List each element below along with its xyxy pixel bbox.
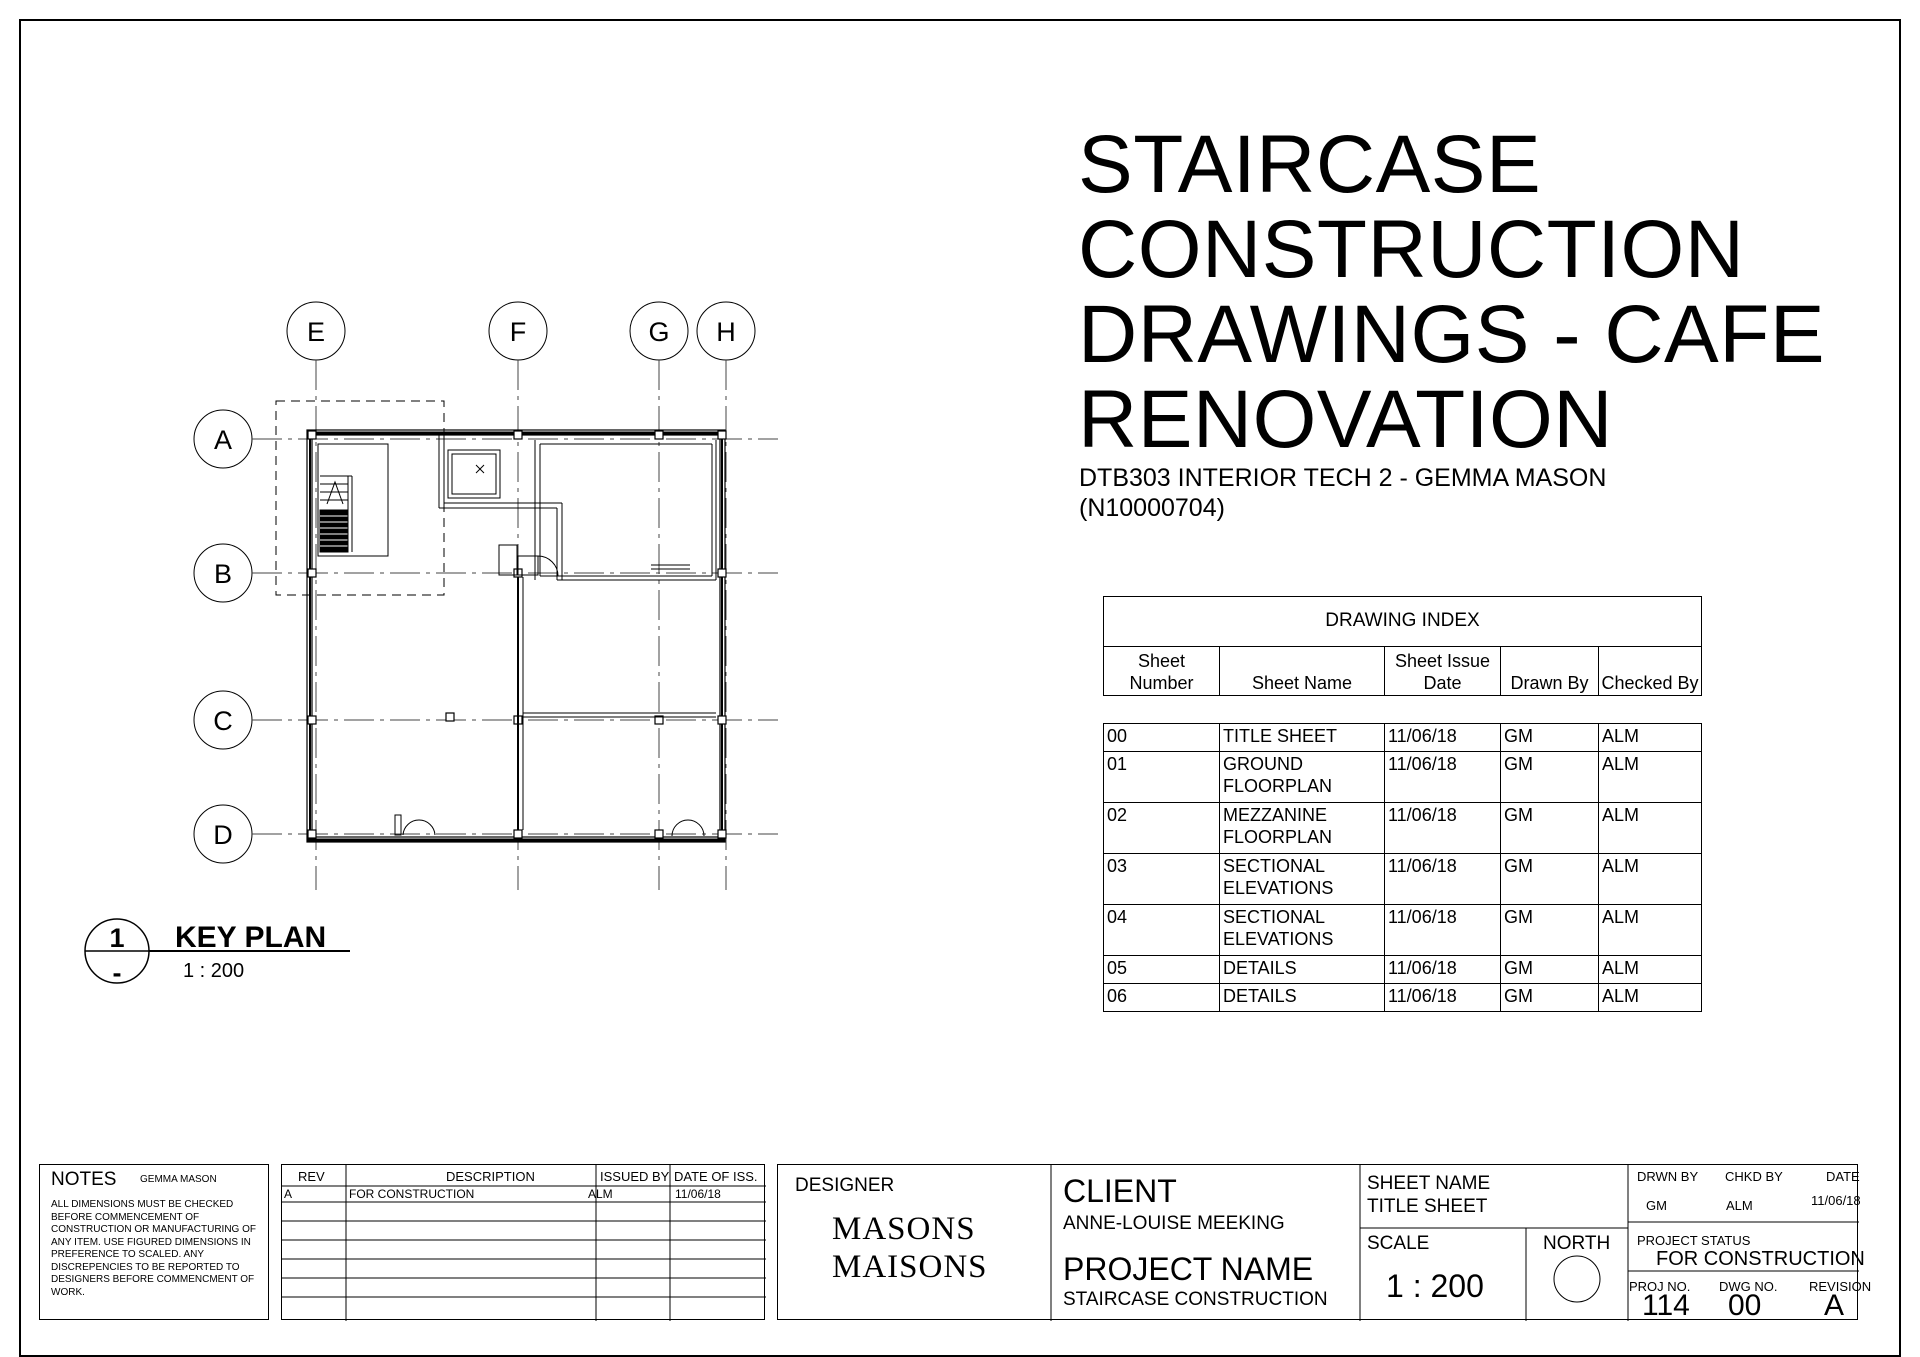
notes-author: GEMMA MASON [140, 1174, 217, 1185]
scale-value: 1 : 200 [1386, 1268, 1484, 1304]
notes-panel [39, 1164, 269, 1320]
view-title: KEY PLAN [175, 921, 327, 954]
grid-bubble-g [630, 302, 688, 360]
table-cell-checked: ALM [1602, 805, 1640, 825]
north-label: NORTH [1543, 1233, 1611, 1254]
view-sheet-ref: - [112, 958, 122, 988]
revision-date: 11/06/18 [675, 1187, 721, 1201]
project-status-label: PROJECT STATUS [1637, 1233, 1751, 1248]
drawing-index-header [1103, 596, 1702, 696]
designer-label: DESIGNER [795, 1175, 895, 1196]
grid-label-c: C [213, 706, 233, 736]
table-cell-checked: ALM [1602, 986, 1640, 1006]
table-cell-drawn: GM [1501, 956, 1599, 983]
grid-bubble-f [489, 302, 547, 360]
table-cell-number: 00 [1104, 724, 1220, 751]
issued-by-header: ISSUED BY [600, 1169, 670, 1184]
table-cell-number: 02 [1104, 803, 1220, 853]
table-cell-drawn: GM [1501, 803, 1599, 853]
grid-bubble-e [287, 302, 345, 360]
project-name-label: PROJECT NAME [1063, 1251, 1314, 1287]
table-cell-date: 11/06/18 [1385, 984, 1501, 1011]
subtitle-course: DTB303 INTERIOR TECH 2 - GEMMA MASON [1079, 464, 1607, 492]
table-cell-name: GROUND FLOORPLAN [1220, 752, 1385, 802]
revision-rev: A [284, 1187, 293, 1201]
column-header-drawn-by: Drawn By [1501, 646, 1599, 696]
table-cell-drawn: GM [1501, 854, 1599, 904]
key-plan-drawing [0, 0, 1000, 1000]
table-row [1103, 724, 1702, 752]
title-line: STAIRCASE [1078, 119, 1542, 210]
notes-text: ALL DIMENSIONS MUST BE CHECKED BEFORE COMMENCEMENT OF CONSTRUCTION OR MANUFACTURING OF ANY ITEM. USE FIGURED DIMENSIONS IN PREFERENCE TO SCALED. ANY DISCREPENCIES TO BE REPORTED TO DESIGNERS BEFORE COMMENCMENT OF WORK. [51, 1199, 256, 1298]
table-cell-number: 04 [1104, 905, 1220, 955]
column-header-issue-date: Sheet Issue Date [1385, 646, 1501, 696]
revision-value: A [1824, 1289, 1845, 1322]
table-cell-name: DETAILS [1220, 984, 1385, 1011]
designer-logo-line-1: MASONS [832, 1211, 976, 1247]
grid-label-f: F [509, 317, 527, 347]
table-cell-checked: ALM [1602, 726, 1640, 746]
notes-label: NOTES [51, 1169, 117, 1190]
title-line: CONSTRUCTION [1078, 204, 1745, 295]
grid-label-h: H [716, 317, 736, 347]
table-cell-date: 11/06/18 [1385, 905, 1501, 955]
grid-label-g: G [648, 317, 670, 347]
scale-label: SCALE [1367, 1233, 1430, 1254]
column-header-sheet-number: Sheet Number [1104, 646, 1220, 696]
table-row [1103, 905, 1702, 956]
table-cell-checked: ALM [1602, 907, 1640, 927]
table-row [1103, 752, 1702, 803]
drawn-by-label: DRWN BY [1637, 1169, 1699, 1184]
table-cell-name: MEZZANINE FLOORPLAN [1220, 803, 1385, 853]
view-number: 1 [109, 923, 125, 953]
revision-table [281, 1164, 765, 1320]
table-cell-drawn: GM [1501, 905, 1599, 955]
grid-label-d: D [213, 820, 233, 850]
table-cell-drawn: GM [1501, 752, 1599, 802]
grid-label-e: E [306, 317, 326, 347]
lift-shaft [448, 450, 500, 498]
checked-by-label: CHKD BY [1725, 1169, 1783, 1184]
table-cell-date: 11/06/18 [1385, 724, 1501, 751]
revision-description: FOR CONSTRUCTION [349, 1187, 475, 1201]
description-header: DESCRIPTION [446, 1169, 535, 1184]
small-room [499, 545, 558, 576]
checked-by-value: ALM [1726, 1198, 1753, 1213]
table-row [1103, 956, 1702, 984]
table-cell-number: 01 [1104, 752, 1220, 802]
table-cell-date: 11/06/18 [1385, 803, 1501, 853]
rev-header: REV [298, 1169, 325, 1184]
grid-bubble-a [194, 410, 252, 468]
grid-bubble-b [194, 544, 252, 602]
table-cell-drawn: GM [1501, 724, 1599, 751]
table-cell-number: 06 [1104, 984, 1220, 1011]
designer-logo-line-2: MAISONS [832, 1249, 988, 1285]
table-cell-number: 03 [1104, 854, 1220, 904]
exterior-walls [307, 430, 725, 842]
title-line: DRAWINGS - CAFE [1078, 289, 1826, 380]
title-line: RENOVATION [1078, 374, 1613, 465]
table-row [1103, 803, 1702, 854]
table-row [1103, 854, 1702, 905]
grid-bubble-d [194, 805, 252, 863]
drawing-index-rows [1103, 723, 1702, 1012]
sheet-name-label: SHEET NAME [1367, 1173, 1491, 1194]
table-cell-date: 11/06/18 [1385, 752, 1501, 802]
table-cell-name: TITLE SHEET [1220, 724, 1385, 751]
table-cell-name: SECTIONAL ELEVATIONS [1220, 905, 1385, 955]
date-value: 11/06/18 [1811, 1193, 1861, 1208]
proj-no-value: 114 [1642, 1289, 1690, 1322]
table-cell-name: DETAILS [1220, 956, 1385, 983]
project-name: STAIRCASE CONSTRUCTION [1063, 1289, 1328, 1310]
view-scale: 1 : 200 [183, 960, 245, 982]
table-cell-drawn: GM [1501, 984, 1599, 1011]
table-cell-number: 05 [1104, 956, 1220, 983]
subtitle-student-id: (N10000704) [1079, 494, 1225, 522]
table-cell-checked: ALM [1602, 754, 1640, 774]
sheet-name: TITLE SHEET [1367, 1196, 1488, 1217]
grid-label-a: A [213, 425, 233, 455]
interior-walls [439, 433, 716, 830]
column-header-checked-by: Checked By [1601, 673, 1699, 693]
revision-issued-by: ALM [588, 1187, 613, 1201]
column-header-sheet-name: Sheet Name [1220, 646, 1385, 696]
project-info-panel [777, 1164, 1872, 1322]
dwg-no-label: DWG NO. [1719, 1279, 1778, 1294]
revision-label: REVISION [1809, 1279, 1872, 1294]
table-cell-checked: ALM [1602, 856, 1640, 876]
table-cell-name: SECTIONAL ELEVATIONS [1220, 854, 1385, 904]
client-label: CLIENT [1063, 1173, 1177, 1209]
drawn-by-value: GM [1646, 1198, 1667, 1213]
staircase [318, 444, 388, 556]
project-status-value: FOR CONSTRUCTION [1656, 1248, 1865, 1270]
grid-label-b: B [213, 559, 233, 589]
proj-no-label: PROJ NO. [1629, 1279, 1691, 1294]
dwg-no-value: 00 [1728, 1289, 1762, 1322]
drawing-index-title: DRAWING INDEX [1104, 597, 1701, 647]
date-of-issue-header: DATE OF ISS. [674, 1169, 758, 1184]
grid-bubble-h [697, 302, 755, 360]
north-arrow-icon [1554, 1256, 1600, 1302]
grid-bubble-c [194, 691, 252, 749]
table-cell-date: 11/06/18 [1385, 956, 1501, 983]
table-cell-checked: ALM [1602, 958, 1640, 978]
date-label: DATE [1826, 1169, 1860, 1184]
table-cell-date: 11/06/18 [1385, 854, 1501, 904]
table-row [1103, 984, 1702, 1012]
client-name: ANNE-LOUISE MEEKING [1063, 1213, 1285, 1234]
